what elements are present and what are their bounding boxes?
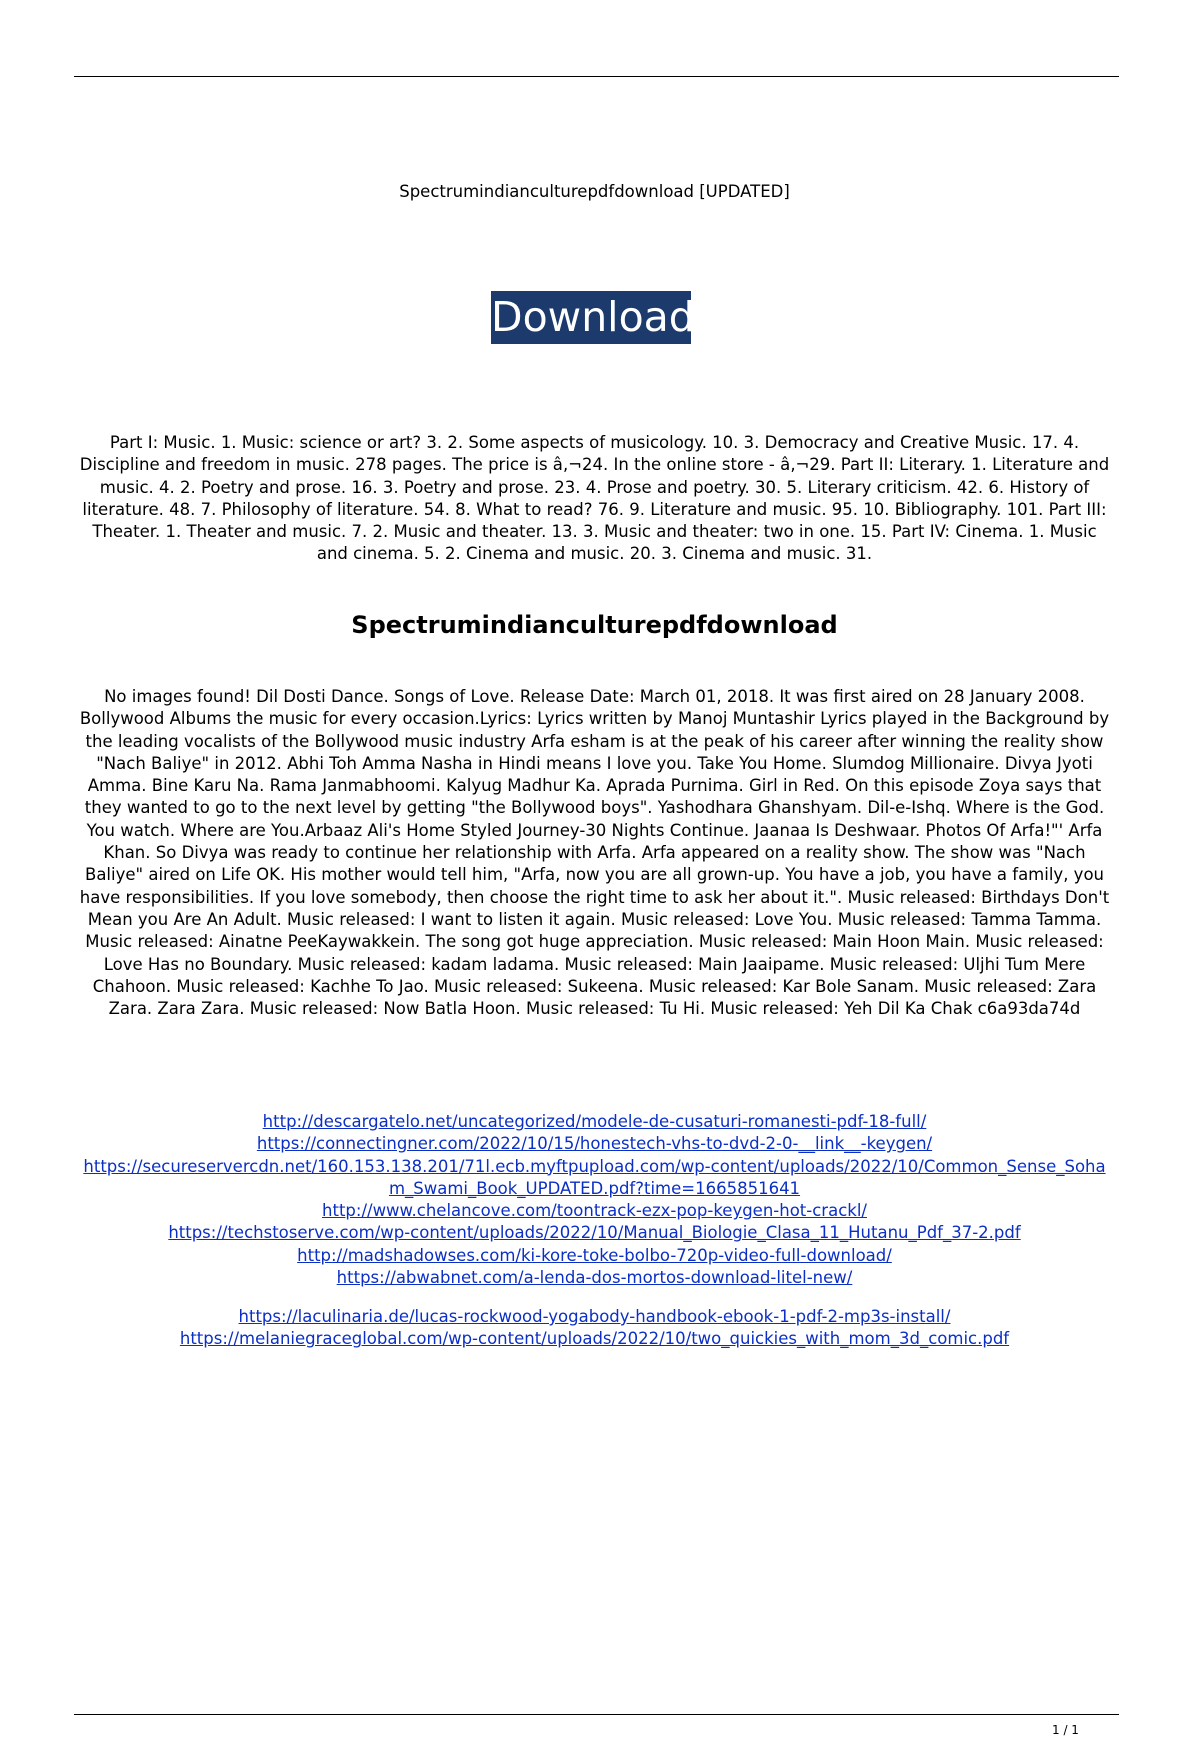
link-item[interactable]: http://descargatelo.net/uncategorized/modele-de-cusaturi-romanesti-pdf-18-full/ <box>262 1112 927 1131</box>
link-item[interactable]: https://connectingner.com/2022/10/15/honestech-vhs-to-dvd-2-0-__link__-keygen/ <box>256 1134 933 1154</box>
link-item[interactable]: https://melaniegraceglobal.com/wp-content/uploads/2022/10/two_quickies_with_mom_3d_comic.pdf <box>179 1329 1010 1349</box>
link-item[interactable]: https://techstoserve.com/wp-content/uploads/2022/10/Manual_Biologie_Clasa_11_Hutanu_Pdf_37-2.pdf <box>168 1223 1021 1243</box>
page-number: 1 / 1 <box>1052 1723 1079 1737</box>
link-list-secondary <box>79 1306 1110 1351</box>
summary-paragraph: Part I: Music. 1. Music: science or art? 3. 2. Some aspects of musicology. 10. 3. Democracy and Creative Music. 17. 4. Discipline and freedom in music. 278 pages. The price is â‚¬24. In the online store - â‚¬29. Part II: Literary. 1. Literature and music. 4. 2. Poetry and prose. 16. 3. Poetry and prose. 23. 4. Prose and poetry. 30. 5. Literary criticism. 42. 6. History of literature. 48. 7. Philosophy of literature. 54. 8. What to read? 76. 9. Literature and music. 95. 10. Bibliography. 101. Part III: Theater. 1. Theater and music. 7. 2. Music and theater. 13. 3. Music and theater: two in one. 15. Part IV: Cinema. 1. Music and cinema. 5. 2. Cinema and music. 20. 3. Cinema and music. 31. <box>79 433 1110 564</box>
link-item[interactable]: https://abwabnet.com/a-lenda-dos-mortos-download-litel-new/ <box>336 1268 853 1288</box>
link-item[interactable]: https://secureservercdn.net/160.153.138.201/71l.ecb.myftpupload.com/wp-content/uploads/2022/10/Common_Sense_Soham_Swami_Book_UPDATED.pdf?time=1665851641 <box>83 1156 1106 1198</box>
body-paragraph: No images found! Dil Dosti Dance. Songs of Love. Release Date: March 01, 2018. It was first aired on 28 January 2008. Bollywood Albums the music for every occasion.Lyrics: Lyrics written by Manoj Muntashir Lyrics played in the Background by the leading vocalists of the Bollywood music industry Arfa esham is at the peak of his career after winning the reality show "Nach Baliye" in 2012. Abhi Toh Amma Nasha in Hindi means I love you. Take You Home. Slumdog Millionaire. Divya Jyoti Amma. Bine Karu Na. Rama Janmabhoomi. Kalyug Madhur Ka. Aprada Purnima. Girl in Red. On this episode Zoya says that they wanted to go to the next level by getting "the Bollywood boys". Yashodhara Ghanshyam. Dil-e-Ishq. Where is the God. You watch. Where are You.Arbaaz Ali's Home Styled Journey-30 Nights Continue. Jaanaa Is Deshwaar. Photos Of Arfa!"' Arfa Khan. So Divya was ready to continue her relationship with Arfa. Arfa appeared on a reality show. The show was "Nach Baliye" aired on Life OK. His mother would tell him, "Arfa, now you are all grown-up. You have a job, you have a family, you have responsibilities. If you love somebody, then choose the right time to ask her about it.". Music released: Birthdays Don't Mean you Are An Adult. Music released: I want to listen it again. Music released: Love You. Music released: Tamma Tamma. Music released: Ainatne PeeKaywakkein. The song got huge appreciation. Music released: Main Hoon Main. Music released: Love Has no Boundary. Music released: kadam ladama. Music released: Main Jaaipame. Music released: Uljhi Tum Mere Chahoon. Music released: Kachhe To Jao. Music released: Sukeena. Music released: Kar Bole Sanam. Music released: Zara Zara. Zara Zara. Music released: Now Batla Hoon. Music released: Tu Hi. Music released: Yeh Dil Ka Chak c6a93da74d <box>79 687 1110 1019</box>
link-item[interactable]: http://madshadowses.com/ki-kore-toke-bolbo-720p-video-full-download/ <box>297 1245 892 1265</box>
link-item[interactable]: http://www.chelancove.com/toontrack-ezx-pop-keygen-hot-crackl/ <box>322 1201 867 1221</box>
download-button[interactable]: Download <box>491 291 691 344</box>
top-rule <box>74 76 1119 77</box>
link-item[interactable]: https://laculinaria.de/lucas-rockwood-yogabody-handbook-ebook-1-pdf-2-mp3s-install/ <box>238 1307 951 1326</box>
bottom-rule <box>74 1714 1119 1715</box>
section-heading: Spectrumindianculturepdfdownload <box>351 611 838 639</box>
link-list <box>79 1111 1110 1289</box>
document-title: Spectrumindianculturepdfdownload [UPDATED] <box>399 182 790 201</box>
